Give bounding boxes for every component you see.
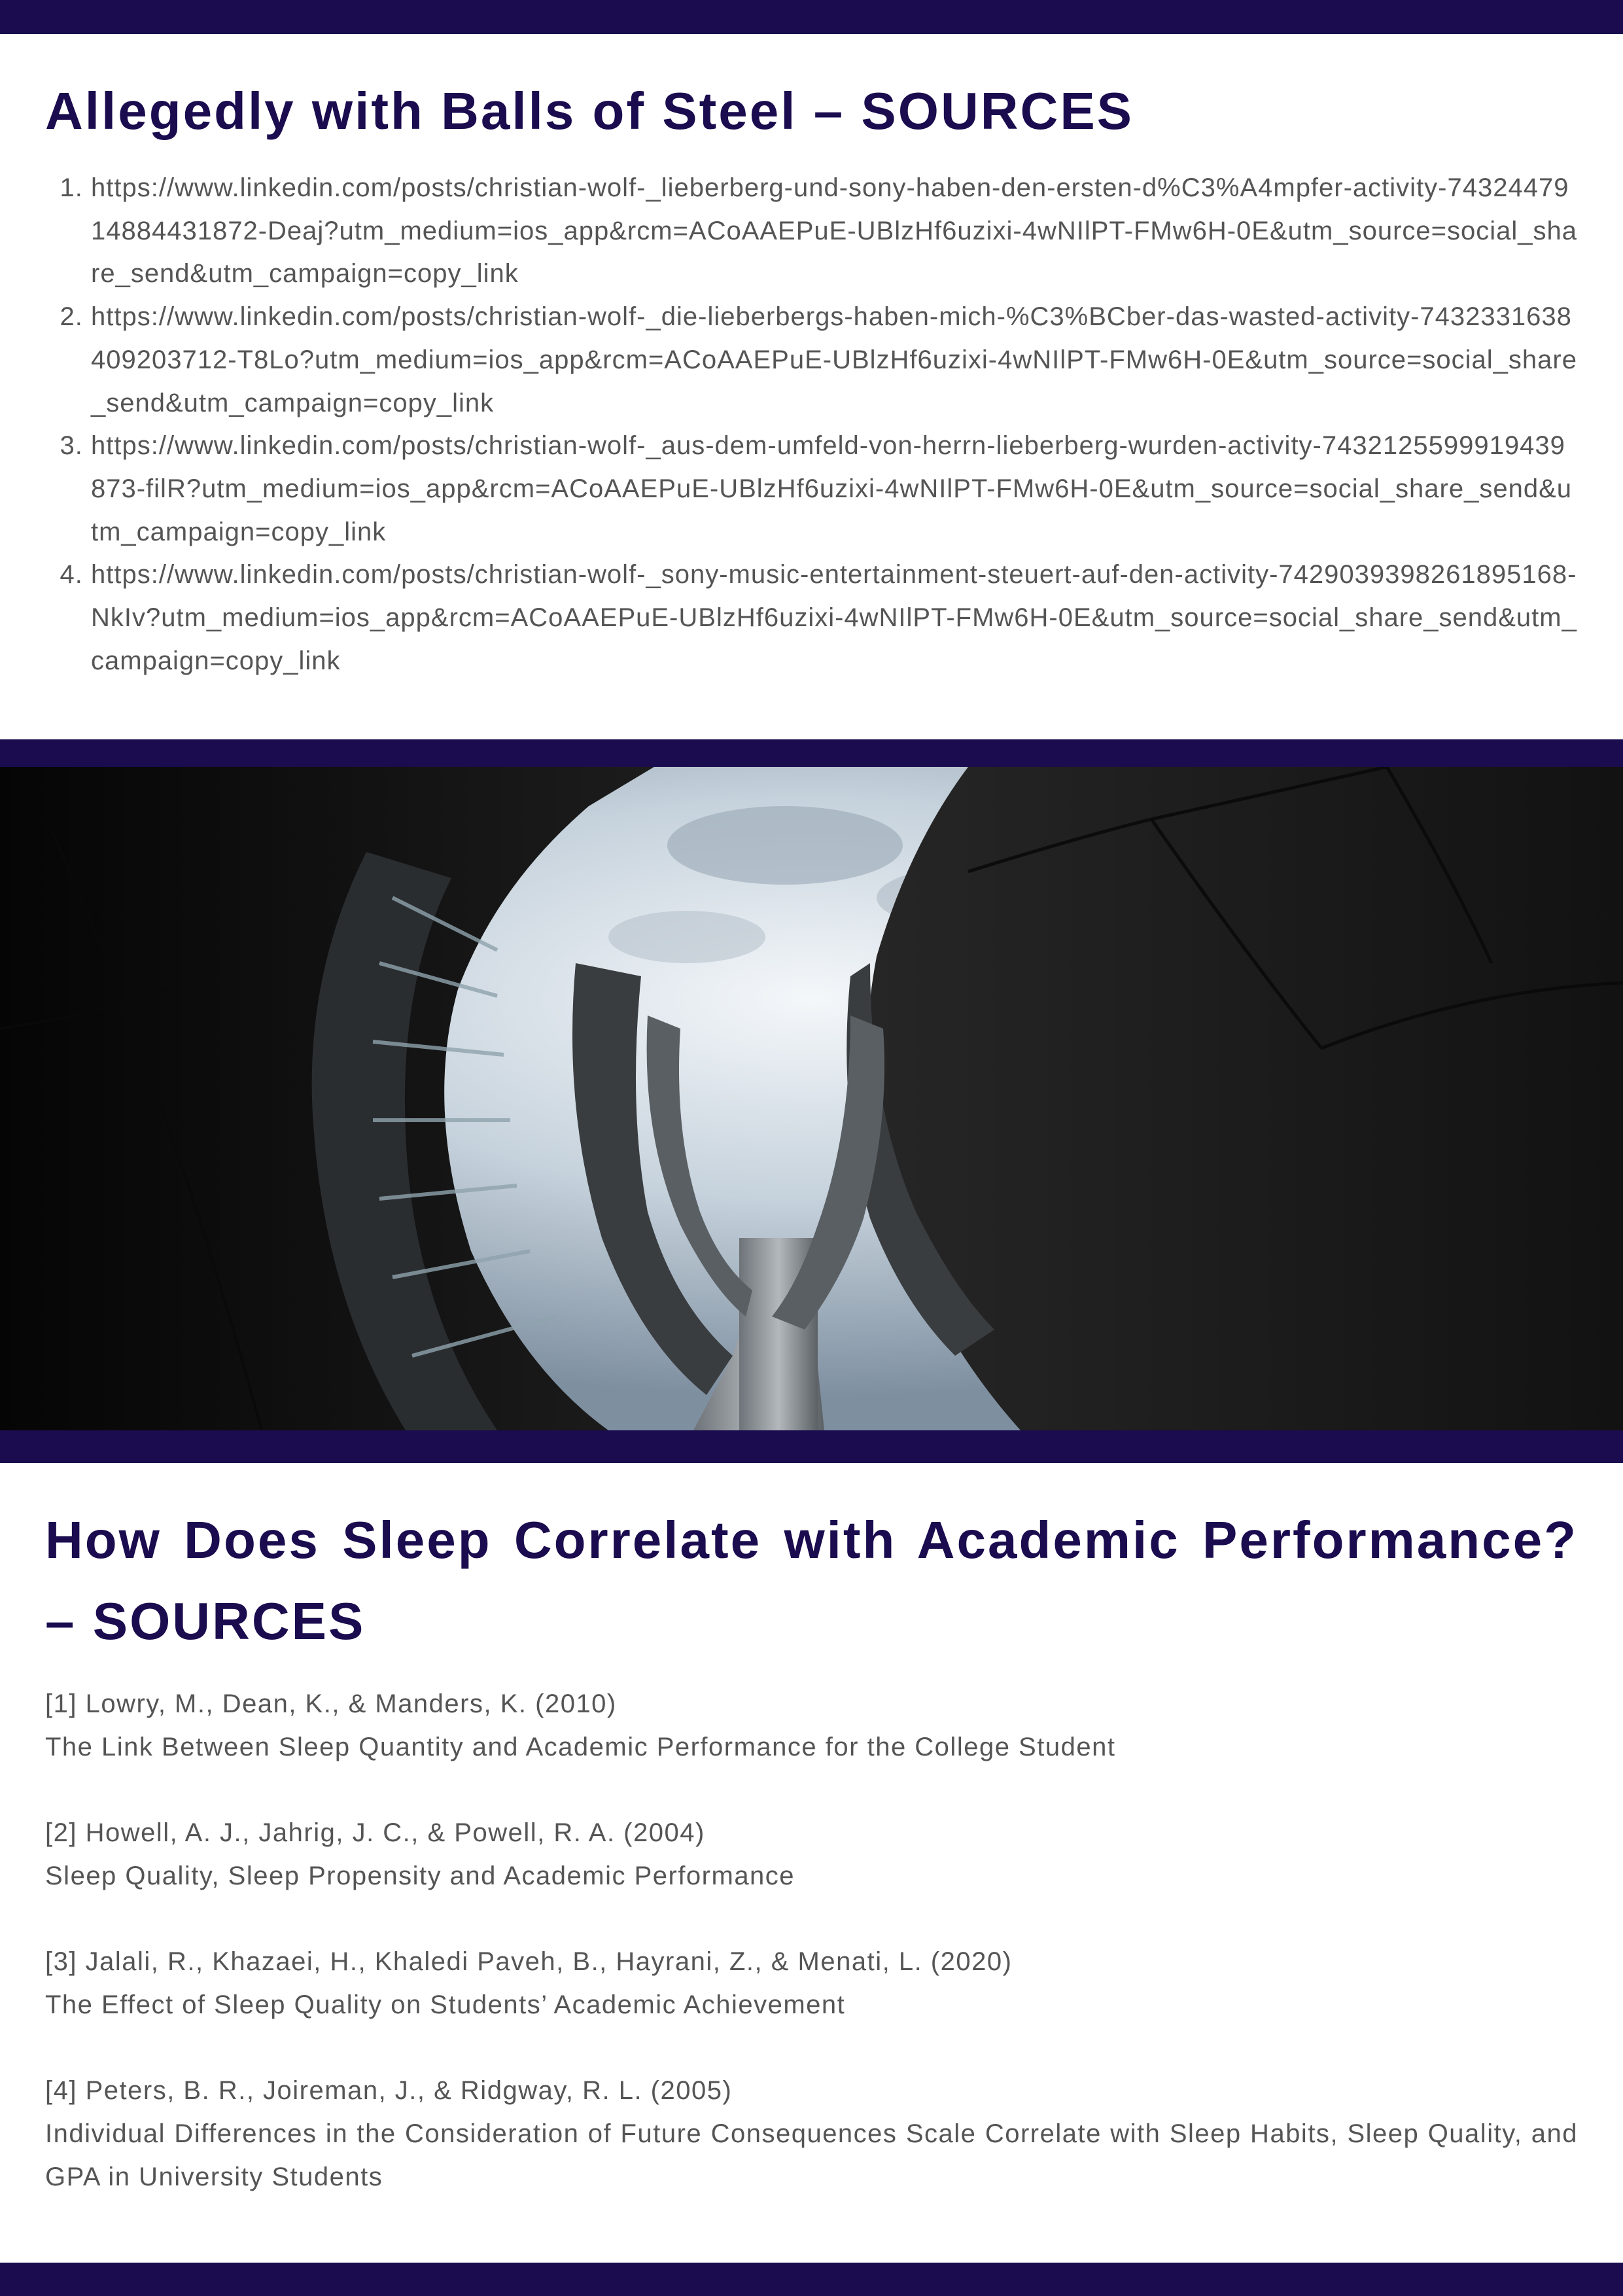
reference-title: The Effect of Sleep Quality on Students’ Academic Achievement xyxy=(45,1990,846,2019)
top-bar xyxy=(0,0,1623,34)
source-link[interactable]: 3. https://www.linkedin.com/posts/christian-wolf-_aus-dem-umfeld-von-herrn-lieberberg-wurden-activity-7432125599919439873-filR?utm_medium=ios_app&rcm=ACoAAEPuE-UBlzHf6uzixi-4wNIlPT-FMw6H-0E&utm_source=social_share_send&utm_campaign=copy_link xyxy=(91,425,1578,554)
source-link[interactable]: 4. https://www.linkedin.com/posts/christian-wolf-_sony-music-entertainment-steuert-auf-den-activity-7429039398261895168-NkIv?utm_medium=ios_app&rcm=ACoAAEPuE-UBlzHf6uzixi-4wNIlPT-FMw6H-0E&utm_source=social_share_send&utm_campaign=copy_link xyxy=(91,554,1578,682)
section-title: Allegedly with Balls of Steel – SOURCES xyxy=(45,82,1134,140)
reference-list xyxy=(45,1683,1578,2199)
reference-title: The Link Between Sleep Quantity and Academic Performance for the College Student xyxy=(45,1732,1116,1761)
section-title: How Does Sleep Correlate with Academic Performance? – SOURCES xyxy=(45,1511,1578,1650)
bottom-bar xyxy=(0,2263,1623,2296)
architecture-photo xyxy=(0,767,1623,1430)
reference-item xyxy=(45,1941,1578,2026)
reference-citation: [2] Howell, A. J., Jahrig, J. C., & Powell, R. A. (2004) xyxy=(45,1818,705,1848)
reference-item xyxy=(45,2070,1578,2199)
section-sleep-academic xyxy=(45,1500,1578,2242)
section-balls-of-steel xyxy=(45,69,1578,682)
source-link[interactable]: 1. https://www.linkedin.com/posts/christian-wolf-_lieberberg-und-sony-haben-den-ersten-d%C3%A4mpfer-activity-7432447914884431872-Deaj?utm_medium=ios_app&rcm=ACoAAEPuE-UBlzHf6uzixi-4wNIlPT-FMw6H-0E&utm_source=social_share_send&utm_campaign=copy_link xyxy=(91,167,1578,296)
reference-citation: [3] Jalali, R., Khazaei, H., Khaledi Paveh, B., Hayrani, Z., & Menati, L. (2020) xyxy=(45,1947,1013,1977)
reference-title: Sleep Quality, Sleep Propensity and Academic Performance xyxy=(45,1861,795,1890)
source-list xyxy=(45,167,1578,682)
source-link[interactable]: 2. https://www.linkedin.com/posts/christian-wolf-_die-lieberbergs-haben-mich-%C3%BCber-das-wasted-activity-7432331638409203712-T8Lo?utm_medium=ios_app&rcm=ACoAAEPuE-UBlzHf6uzixi-4wNIlPT-FMw6H-0E&utm_source=social_share_send&utm_campaign=copy_link xyxy=(91,296,1578,425)
reference-citation: [1] Lowry, M., Dean, K., & Manders, K. (2010) xyxy=(45,1689,617,1718)
divider-bar xyxy=(0,1430,1623,1463)
reference-item xyxy=(45,1812,1578,1898)
reference-title: Individual Differences in the Consideration of Future Consequences Scale Correlate with Sleep Habits, Sleep Quality, and GPA in University Students xyxy=(45,2119,1578,2191)
divider-bar xyxy=(0,739,1623,767)
reference-item xyxy=(45,1683,1578,1769)
reference-citation: [4] Peters, B. R., Joireman, J., & Ridgway, R. L. (2005) xyxy=(45,2076,733,2106)
